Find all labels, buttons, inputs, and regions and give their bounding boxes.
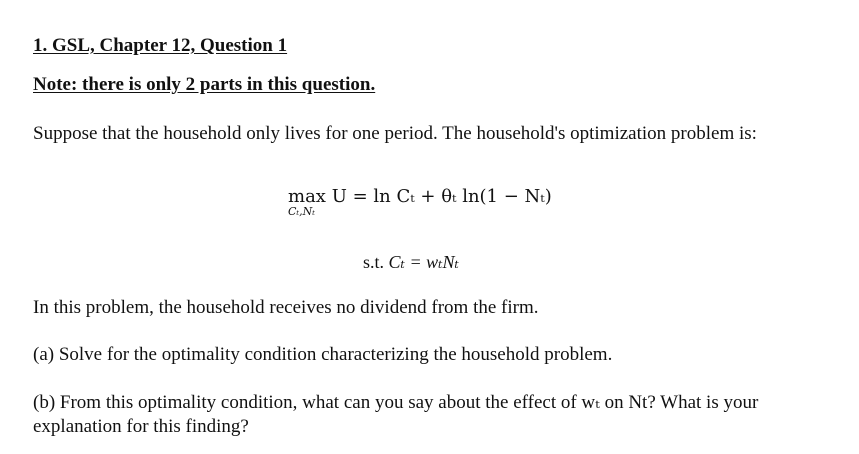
dividend-note: In this problem, the household receives no dividend from the firm. (33, 297, 539, 318)
constraint-expression: Cₜ = wₜNₜ (388, 252, 459, 272)
question-note: Note: there is only 2 parts in this question. (33, 74, 376, 95)
intro-paragraph: Suppose that the household only lives for one period. The household's optimization problem is: (33, 123, 757, 144)
constraint-equation (363, 250, 459, 274)
max-subscript: Cₜ,Nₜ (288, 205, 315, 218)
objective-expression: U = ln Cₜ + θₜ ln(1 − Nₜ) (331, 186, 552, 207)
part-a: (a) Solve for the optimality condition characterizing the household problem. (33, 344, 613, 365)
max-label: max (288, 186, 326, 207)
part-b: (b) From this optimality condition, what can you say about the effect of wₜ on Nt? What is your explanation for this finding? (33, 392, 759, 437)
question-title: 1. GSL, Chapter 12, Question 1 (33, 35, 288, 56)
constraint-label: s.t. (363, 252, 385, 272)
objective-equation (288, 186, 552, 218)
max-operator (288, 186, 326, 218)
